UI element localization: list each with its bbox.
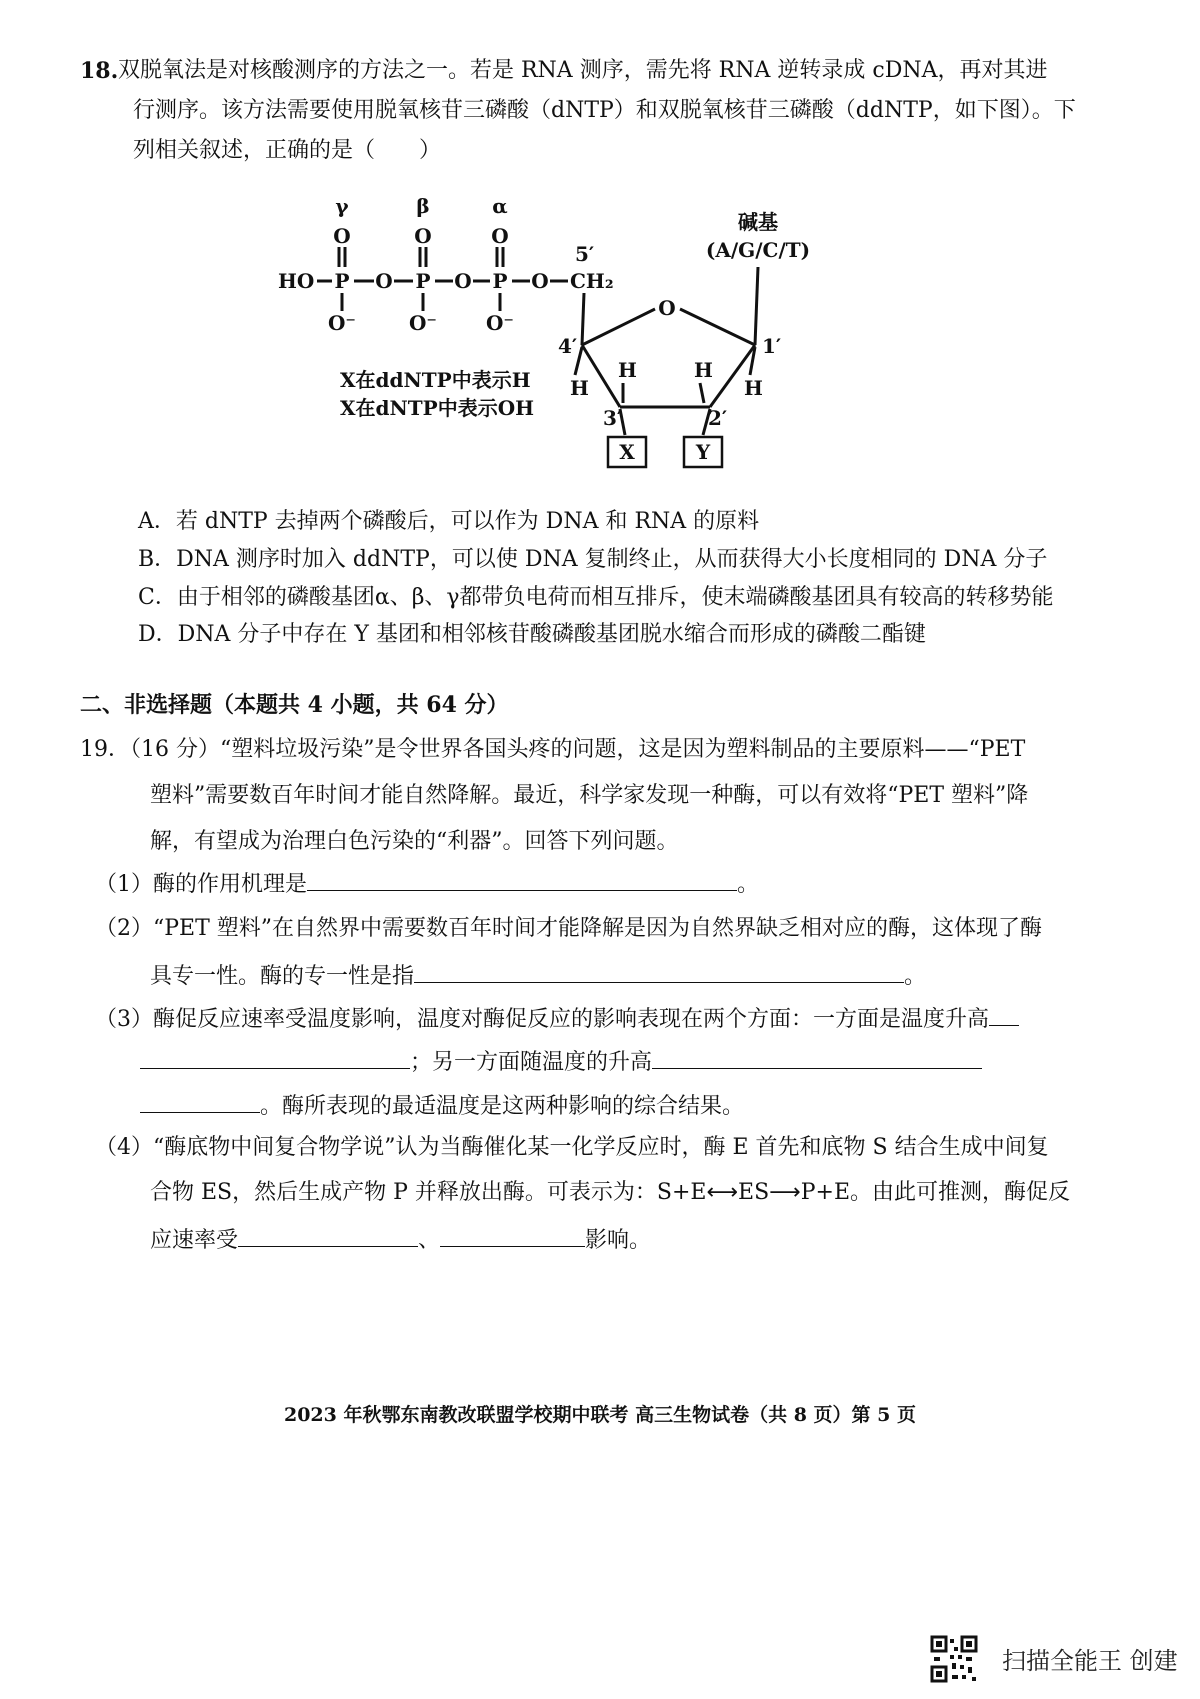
q19-stem-line-2: 塑料”需要数百年时间才能自然降解。最近，科学家发现一种酶，可以有效将“PET 塑料”降	[150, 783, 1029, 808]
qr-code-icon	[930, 1635, 978, 1683]
answer-blank-3a-start[interactable]	[989, 1003, 1019, 1026]
q18-number: 18.	[80, 58, 119, 84]
ominus-beta: O⁻	[409, 311, 437, 335]
bridge-oxygen-3: O	[531, 269, 549, 293]
bridge-oxygen-1: O	[375, 269, 393, 293]
c3-label: 3′	[603, 406, 623, 430]
q19-sub4-prompt: 应速率受	[150, 1228, 239, 1253]
bridge-oxygen-2: O	[454, 269, 472, 293]
q19-sub3-mid: ；另一方面随温度的升高	[410, 1050, 653, 1075]
option-d: D．DNA 分子中存在 Y 基团和相邻核苷酸磷酸基团脱水缩合而形成的磷酸二酯键	[138, 622, 926, 647]
ring-oxygen: O	[658, 296, 676, 320]
q19-sub1-prompt: （1）酶的作用机理是	[95, 872, 307, 897]
q19-sub4-line-1: （4）“酶底物中间复合物学说”认为当酶催化某一化学反应时，酶 E 首先和底物 S 结合生成中间复	[95, 1135, 1049, 1160]
c2-label: 2′	[708, 406, 728, 430]
ominus-alpha: O⁻	[486, 311, 514, 335]
watermark-label: 扫描全能王 创建	[1002, 1647, 1178, 1675]
base-label: 碱基	[738, 210, 778, 234]
es-label: ES	[738, 1180, 770, 1205]
ominus-gamma: O⁻	[328, 311, 356, 335]
x-note-ddntp: X在ddNTP中表示H	[340, 368, 531, 392]
base-values: (A/G/C/T)	[705, 238, 811, 262]
h-c2: H	[694, 358, 713, 382]
h-c4: H	[570, 376, 589, 400]
ho-label: HO	[278, 269, 315, 293]
answer-blank-3b[interactable]	[140, 1090, 260, 1113]
q19-sub4-end-text: 影响。	[585, 1228, 652, 1253]
answer-blank-3a[interactable]	[140, 1046, 410, 1069]
q19-sub1-end: 。	[737, 872, 760, 897]
q19-stem-line-1: 19．（16 分）“塑料垃圾污染”是令世界各国头疼的问题，这是因为塑料制品的主要原料——“PET	[80, 737, 1026, 762]
page-footer: 2023 年秋鄂东南教改联盟学校期中联考 高三生物试卷（共 8 页）第 5 页	[283, 1404, 916, 1426]
q19-sub3-line-2	[140, 1046, 982, 1078]
q18-stem-line-1: 双脱氧法是对核酸测序的方法之一。若是 RNA 测序，需先将 RNA 逆转录成 cDNA，再对其进	[118, 58, 1048, 83]
ddntp-structure-diagram	[270, 195, 830, 480]
oxygen-gamma: O	[333, 224, 351, 248]
q19-sub4-line-3	[150, 1224, 651, 1256]
box-x-label: X	[619, 440, 635, 464]
answer-blank-4b[interactable]	[440, 1224, 585, 1247]
q19-sub3-prompt: （3）酶促反应速率受温度影响，温度对酶促反应的影响表现在两个方面：一方面是温度升高	[95, 1007, 990, 1032]
q19-sub4-text: 合物 ES，然后生成产物 P 并释放出酶。可表示为：S+E	[150, 1180, 707, 1205]
h-c1: H	[744, 376, 763, 400]
q18-stem-line-2: 行测序。该方法需要使用脱氧核苷三磷酸（dNTP）和双脱氧核苷三磷酸（ddNTP，如下图）。下	[133, 98, 1076, 123]
q19-sub4-line-2	[150, 1178, 1070, 1208]
section-2-heading: 二、非选择题（本题共 4 小题，共 64 分）	[80, 692, 509, 718]
phosphorus-beta: P	[415, 269, 431, 293]
gamma-label: γ	[335, 195, 349, 218]
beta-label: β	[416, 195, 430, 218]
oxygen-beta: O	[414, 224, 432, 248]
q19-sub3-line-1	[95, 1003, 1019, 1035]
q19-sub3-end: 。酶所表现的最适温度是这两种影响的综合结果。	[260, 1094, 745, 1119]
oxygen-alpha: O	[491, 224, 509, 248]
q19-stem-line-3: 解，有望成为治理白色污染的“利器”。回答下列问题。	[150, 829, 679, 854]
answer-blank-4a[interactable]	[238, 1224, 418, 1247]
c1-label: 1′	[762, 334, 782, 358]
q19-sub3-line-3	[140, 1090, 744, 1122]
phosphorus-gamma: P	[334, 269, 350, 293]
alpha-label: α	[492, 195, 508, 218]
h-c3: H	[618, 358, 637, 382]
answer-blank-3b-start[interactable]	[652, 1046, 982, 1069]
q19-sub1	[95, 868, 759, 900]
q19-sub2-end: 。	[904, 964, 927, 989]
c5-label: 5′	[575, 242, 595, 266]
phosphorus-alpha: P	[492, 269, 508, 293]
q18-stem-line-3: 列相关叙述，正确的是（ ）	[133, 138, 442, 163]
q19-sub2-prompt: 具专一性。酶的专一性是指	[150, 964, 415, 989]
q19-sub4-end: P+E。由此可推测，酶促反	[800, 1180, 1071, 1205]
answer-blank-1[interactable]	[307, 868, 737, 891]
answer-blank-2[interactable]	[414, 960, 904, 983]
scanner-watermark	[930, 1635, 1190, 1683]
option-c: C．由于相邻的磷酸基团α、β、γ都带负电荷而相互排斥，使末端磷酸基团具有较高的转移势能	[138, 585, 1054, 610]
ch2-label: CH₂	[570, 269, 614, 293]
option-a: A．若 dNTP 去掉两个磷酸后，可以作为 DNA 和 RNA 的原料	[138, 509, 760, 534]
reversible-arrow-icon: ⟷	[706, 1180, 739, 1205]
c4-label: 4′	[558, 334, 578, 358]
q19-sub2-line-1: （2）“PET 塑料”在自然界中需要数百年时间才能降解是因为自然界缺乏相对应的酶，这体现了酶	[95, 916, 1043, 941]
x-note-dntp: X在dNTP中表示OH	[340, 396, 535, 420]
q19-sub2-line-2	[150, 960, 926, 992]
q19-sub4-sep: 、	[418, 1228, 441, 1253]
option-b: B．DNA 测序时加入 ddNTP，可以使 DNA 复制终止，从而获得大小长度相同的 DNA 分子	[138, 547, 1048, 572]
forward-arrow-icon: ⟶	[769, 1180, 801, 1205]
box-y-label: Y	[695, 440, 711, 464]
